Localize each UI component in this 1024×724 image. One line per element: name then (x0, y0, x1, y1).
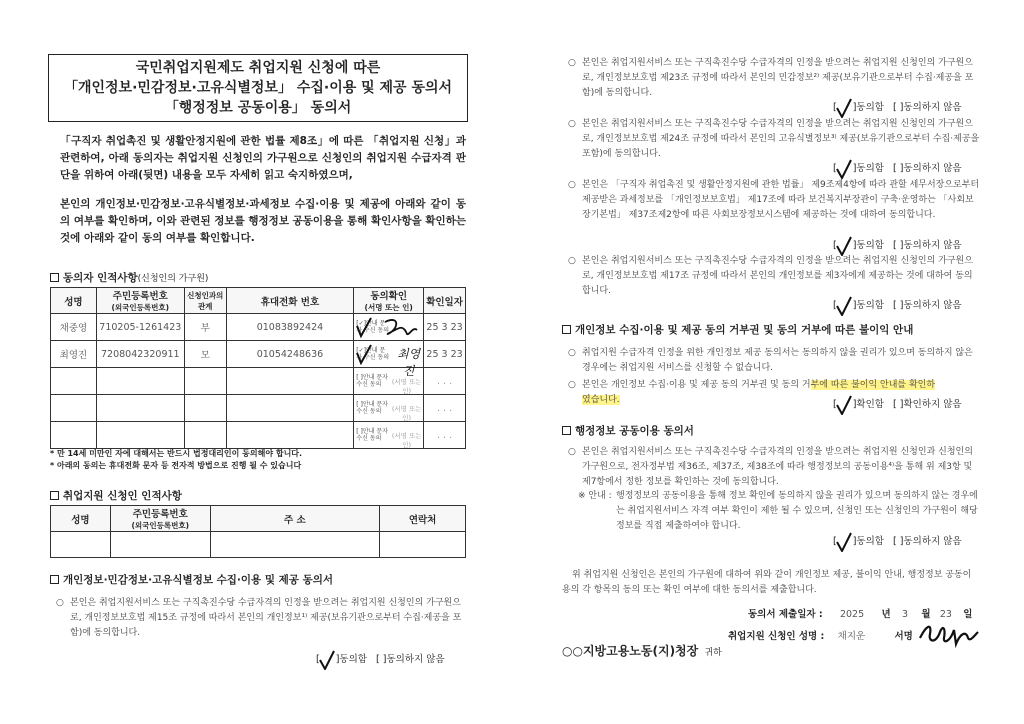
circle-bullet-icon: ○ (568, 58, 576, 68)
signature-icon (355, 316, 419, 340)
row-consent-cell (354, 395, 424, 422)
agree-label: ]동의함 (852, 536, 884, 547)
intro-paragraph-1: 「구직자 취업촉진 및 생활안정지원에 관한 법률 제8조」에 따른 「취업지원 신청」과 관련하여, 아래 동의자는 취업지원 신청인의 가구원으로 신청인의 취업지원 수급자격 판단을 위하여 아래(뒷면) 내용을 모두 자세히 읽고 숙지하였으며, (60, 135, 466, 181)
applicant-table (50, 505, 466, 558)
note-electronic: * 아래의 동의는 휴대전화 문자 등 전자적 방법으로 진행 될 수 있습니다 (50, 461, 302, 470)
circle-bullet-icon: ○ (56, 598, 64, 608)
consent-choice: [ ]동의함 [ ]동의하지 않음 (833, 533, 962, 547)
date-year[interactable]: 2025 (839, 609, 865, 620)
list-item: ○ 본인은 취업지원서비스 또는 구직촉진수당 수급자격의 인정을 받으려는 취업지원 신청인의 가구원으로, 개인정보보호법 제15조 규정에 따라서 본인의 개인정보¹⁾ 제공(보유기관으로부터 수집·제공을 포함)에 동의합니다. (56, 598, 462, 638)
circle-bullet-icon: ○ (568, 256, 576, 266)
applicant-name-cell[interactable] (51, 532, 111, 558)
row-relation[interactable] (184, 368, 226, 395)
circle-bullet-icon: ○ (568, 447, 576, 457)
circle-bullet-icon: ○ (568, 380, 576, 390)
checkmark-icon (835, 159, 853, 179)
consent-sms-checkbox[interactable]: [ ]안내 문자 수신 동의 (356, 428, 388, 442)
applicant-label: 취업지원 신청인 성명 : (728, 631, 825, 642)
consent-sms-checkbox[interactable]: [ ]안내 문자 수신 동의 (356, 401, 388, 415)
list-item: ○ 취업지원 수급자격 인정을 위한 개인정보 제공 동의서는 동의하지 않을 권리가 있으며 동의하지 않은 경우에는 취업지원 서비스를 신청할 수 없습니다. (568, 348, 973, 373)
confirm-choice: [ ]확인함 [ ]확인하지 않음 (833, 396, 962, 410)
checkmark-icon (318, 650, 336, 670)
agree-label: ]동의함 (852, 240, 884, 251)
applicant-section-title: 취업지원 신청인 인적사항 (50, 488, 182, 503)
table-row (51, 341, 466, 368)
row-name: 채중영 (51, 314, 97, 341)
highlighted-text: 부에 따른 불이익 안내를 확인하 (810, 380, 936, 390)
row-phone[interactable] (226, 395, 354, 422)
title-box (48, 54, 468, 122)
row-relation[interactable] (184, 422, 226, 449)
row-rrn[interactable] (96, 395, 184, 422)
row-relation: 모 (184, 341, 226, 368)
admin-section-title: 행정정보 공동이용 동의서 (562, 423, 694, 438)
row-date[interactable]: . . . (424, 422, 466, 449)
checkmark-icon (835, 98, 853, 118)
row-phone: 01054248636 (226, 341, 354, 368)
signature-placeholder[interactable]: (서명 또는 인) (391, 378, 422, 395)
highlighted-text: 였습니다. (582, 395, 620, 405)
row-name[interactable] (51, 395, 97, 422)
row-phone[interactable] (226, 368, 354, 395)
disagree-checkbox[interactable]: [ ]동의하지 않음 (893, 240, 962, 251)
consent-choice: [ ]동의함 [ ]동의하지 않음 (316, 651, 445, 665)
header-rrn: 주민등록번호 (외국인등록번호) (110, 506, 210, 532)
consenter-section-title: 동의자 인적사항(신청인의 가구원) (50, 270, 208, 285)
applicant-address-cell[interactable] (210, 532, 380, 558)
consent-choice: [ ]동의함 [ ]동의하지 않음 (833, 160, 962, 174)
submission-date: 동의서 제출일자 : 2025 년 3 월 23 일 (748, 609, 973, 620)
applicant-signature-line (728, 628, 913, 642)
header-phone: 휴대전화 번호 (226, 288, 354, 314)
row-rrn[interactable] (96, 368, 184, 395)
consent-choice: [ ]동의함 [ ]동의하지 않음 (833, 237, 962, 251)
intro-paragraph-2: 본인의 개인정보·민감정보·고유식별정보·과세정보 수집·이용 및 제공에 아래와 같이 동의 여부를 확인하며, 이와 관련된 정보를 행정정보 공동이용을 통해 확인사항을 확인하는 것에 아래와 같이 동의 여부를 확인합니다. (60, 198, 466, 244)
closing-statement: 위 취업지원 신청인은 본인의 가구원에 대하여 위와 같이 개인정보 제공, 불이익 안내, 행정정보 공동이용의 각 항목의 동의 또는 확인 여부에 대한 동의서를 제출합니다. (562, 570, 972, 595)
row-relation: 부 (184, 314, 226, 341)
signature-placeholder[interactable]: (서명 또는 인) (391, 405, 422, 422)
applicant-name[interactable]: 채지운 (837, 631, 866, 642)
row-phone[interactable] (226, 422, 354, 449)
checkbox-square-icon (562, 426, 571, 435)
admin-note: ※ 안내 : 행정정보의 공동이용을 통해 정보 확인에 동의하지 않을 권리가 있으며 동의하지 않는 경우에는 취업지원서비스 자격 여부 확인이 제한 될 수 있으며, 신청인 또는 신청인의 가구원이 해당 정보를 직접 제출하여야 합니다. (578, 491, 978, 531)
circle-bullet-icon: ○ (568, 180, 576, 190)
checkmark-icon (835, 395, 853, 415)
table-row (51, 395, 466, 422)
consent-choice: [ ]동의함 [ ]동의하지 않음 (833, 99, 962, 113)
checkmark-icon (835, 532, 853, 552)
row-date: 25 3 23 (424, 341, 466, 368)
row-relation[interactable] (184, 395, 226, 422)
checkbox-square-icon (562, 325, 571, 334)
checkmark-icon (355, 343, 375, 365)
not-confirm-checkbox[interactable]: [ ]확인하지 않음 (893, 399, 962, 410)
row-phone: 01083892424 (226, 314, 354, 341)
row-rrn[interactable] (96, 422, 184, 449)
consent-sms-checkbox[interactable]: [✓]안내 문자 수신 동의 (356, 347, 390, 361)
list-item: ○ 본인은 「구직자 취업촉진 및 생활안정지원에 관한 법률」 제9조제4항에 따라 관할 세무서장으로부터 제공받은 과세정보를 「개인정보보호법」 제17조에 따라 보건복지부장관이 구축·운영하는 「사회보장기본법」 제37조제2항에 따른 사회보장정보시스템에 제공하는 것에 대하여 동의합니다. (568, 180, 980, 220)
disagree-checkbox[interactable]: [ ]동의하지 않음 (376, 654, 445, 665)
personal-info-section-title: 개인정보·민감정보·고유식별정보 수집·이용 및 제공 동의서 (50, 572, 333, 587)
row-date[interactable]: . . . (424, 395, 466, 422)
signature-placeholder[interactable]: (서명 또는 인) (391, 432, 422, 449)
applicant-contact-cell[interactable] (380, 532, 466, 558)
circle-bullet-icon: ○ (568, 348, 576, 358)
date-label: 동의서 제출일자 : (748, 609, 823, 620)
consent-sms-checkbox[interactable]: [ ]안내 문자 수신 동의 (356, 374, 388, 388)
note-minor: * 만 14세 미만인 자에 대해서는 반드시 법정대리인이 동의해야 합니다. (50, 449, 303, 458)
header-rrn: 주민등록번호 (외국인등록번호) (96, 288, 184, 314)
row-rrn: 7208042320911 (96, 341, 184, 368)
disagree-checkbox[interactable]: [ ]동의하지 않음 (893, 536, 962, 547)
title-line-3: 「행정정보 공동이용」 동의서 (164, 100, 352, 116)
list-item: ○ 본인은 취업지원서비스 또는 구직촉진수당 수급자격의 인정을 받으려는 취업지원 신청인의 가구원으로, 개인정보보호법 제24조 규정에 따라서 본인의 고유식별정보³⁾ 제공(보유기관으로부터 수집·제공을 포함)에 동의합니다. (568, 119, 980, 159)
header-address: 주 소 (210, 506, 380, 532)
table-row (51, 422, 466, 449)
list-item: ○ 본인은 개인정보 수집·이용 및 제공 동의 거부권 및 동의 거부에 따른 불이익 안내를 확인하 였습니다. (568, 380, 936, 405)
row-consent-cell (354, 314, 424, 341)
applicant-signature-icon (916, 612, 982, 650)
row-name[interactable] (51, 368, 97, 395)
checkmark-icon (835, 296, 853, 316)
title-line-1: 국민취업지원제도 취업지원 신청에 따른 (135, 60, 381, 76)
table-row (51, 368, 466, 395)
consent-choice: [ ]동의함 [ ]동의하지 않음 (833, 297, 962, 311)
header-date: 확인일자 (424, 288, 466, 314)
applicant-header-row (51, 506, 466, 532)
disagree-checkbox[interactable]: [ ]동의하지 않음 (893, 102, 962, 113)
checkmark-icon (835, 236, 853, 256)
list-item: ○ 본인은 취업지원서비스 또는 구직촉진수당 수급자격의 인정을 받으려는 취업지원 신청인의 가구원으로, 개인정보보호법 제23조 규정에 따라서 본인의 민감정보²⁾ 제공(보유기관으로부터 수집·제공을 포함)에 동의합니다. (568, 58, 974, 98)
row-consent-cell (354, 422, 424, 449)
applicant-rrn-cell[interactable] (110, 532, 210, 558)
row-name: 최영진 (51, 341, 97, 368)
checkbox-square-icon (50, 575, 59, 584)
consent-sms-checkbox[interactable]: [✓]안내 문자 수신 동의 (356, 320, 390, 334)
date-day[interactable]: 23 (939, 609, 952, 620)
list-item: ○ 본인은 취업지원서비스 또는 구직촉진수당 수급자격의 인정을 받으려는 취업지원 신청인의 가구원으로, 개인정보보호법 제17조 규정에 따라서 본인의 개인정보를 제3자에게 제공하는 것에 대하여 동의합니다. (568, 256, 973, 296)
row-consent-cell (354, 341, 424, 378)
row-consent-cell (354, 368, 424, 395)
confirm-label: ]확인함 (852, 399, 884, 410)
handwritten-signature: 최영진 (397, 347, 421, 378)
table-row (51, 532, 466, 558)
agree-label: ]동의함 (852, 102, 884, 113)
consenter-header-row (51, 288, 466, 314)
header-name: 성명 (51, 288, 97, 314)
circle-bullet-icon: ○ (568, 119, 576, 129)
header-contact: 연락처 (380, 506, 466, 532)
header-relation: 신청인과의 관계 (184, 288, 226, 314)
list-item: ○ 본인은 취업지원서비스 또는 구직촉진수당 수급자격의 인정을 받으려는 취업지원 신청인과 신청인의 가구원으로, 전자정부법 제36조, 제37조, 제38조에 따라 행정정보의 공동이용⁴⁾을 통해 위 제3항 및 제7항에서 정한 정보를 확인하는 것에 동의합니다. (568, 447, 973, 487)
disagree-checkbox[interactable]: [ ]동의하지 않음 (893, 163, 962, 174)
row-rrn: 710205-1261423 (96, 314, 184, 341)
row-date: 25 3 23 (424, 314, 466, 341)
row-name[interactable] (51, 422, 97, 449)
title-line-2: 「개인정보·민감정보·고유식별정보」 수집·이용 및 제공 동의서 (63, 80, 453, 96)
date-month[interactable]: 3 (901, 609, 909, 620)
checkbox-square-icon (50, 273, 59, 282)
refusal-section-title: 개인정보 수집·이용 및 제공 동의 거부권 및 동의 거부에 따른 불이익 안내 (562, 322, 913, 337)
disagree-checkbox[interactable]: [ ]동의하지 않음 (893, 300, 962, 311)
header-name: 성명 (51, 506, 111, 532)
table-row (51, 314, 466, 341)
recipient: ○○지방고용노동(지)청장 귀하 (562, 644, 722, 658)
header-confirm: 동의확인 (서명 또는 인) (354, 288, 424, 314)
sign-label: 서명 (894, 631, 913, 642)
agree-label: ]동의함 (335, 654, 367, 665)
consenter-table (50, 287, 466, 449)
agree-label: ]동의함 (852, 163, 884, 174)
checkbox-square-icon (50, 491, 59, 500)
agree-label: ]동의함 (852, 300, 884, 311)
row-date[interactable]: . . . (424, 368, 466, 395)
